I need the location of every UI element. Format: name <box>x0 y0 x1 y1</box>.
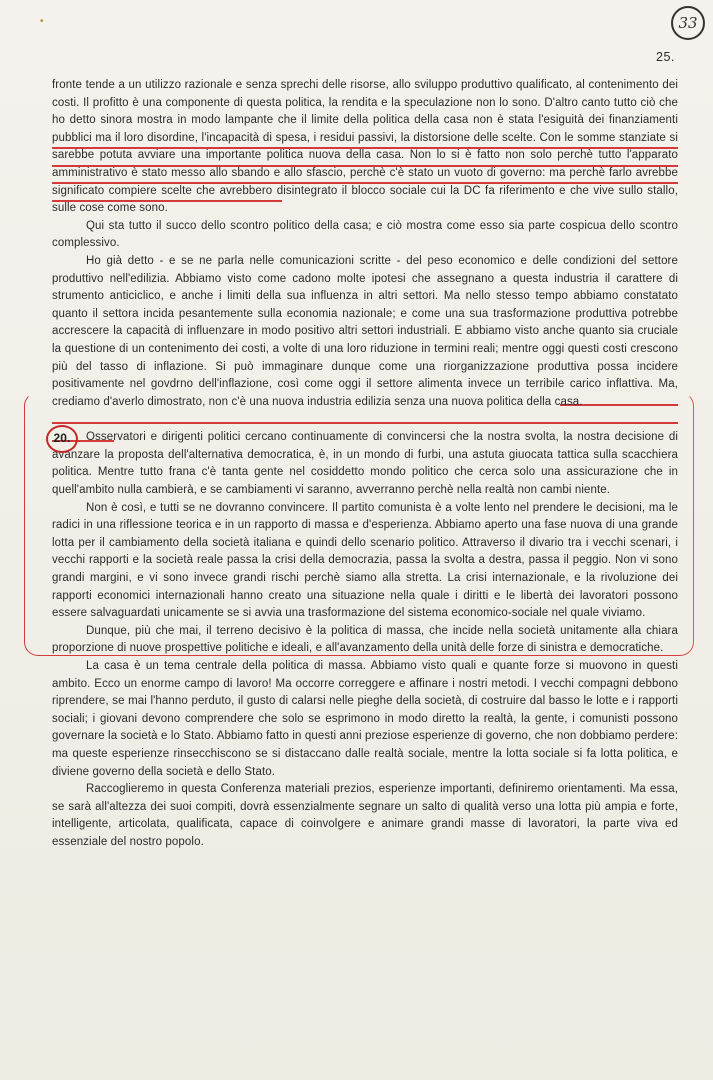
paragraph: Qui sta tutto il succo dello scontro politico della casa; e ciò mostra come esso sia parte cospicua dello scontro complessivo. <box>52 219 678 250</box>
paragraph: La casa è un tema centrale della politica di massa. Abbiamo visto quali e quante forze si muovono in questi ambito. Ecco un enorme campo di lavoro! Ma occorre correggere e affinare i nostri metodi. I vecchi compagni debbono riprendere, se mai l'hanno perduto, il gusto di calarsi nelle pieghe della società, di costruire dal basso le lotte e i rapporti sociali; i giovani devono comprendere che solo se esprimono in modo diretto la realtà, la gente, i comunisti possono governare la società e lo Stato. Abbiamo fatto in questi anni preziose esperienze di governo, che non dobbiamo perdere: ma queste esperienze rinsecchiscono se si distaccano dalle realtà sociale, mentre la lotta sociale si fa lotta politica, e diviene governo della società e dello Stato. <box>52 660 678 778</box>
handwritten-page-number: 33 <box>671 6 705 40</box>
section-number: 20. <box>46 425 78 453</box>
paragraph: Ho già detto - e se ne parla nelle comunicazioni scritte - del peso economico e delle condizioni del settore produttivo nell'edilizia. Abbiamo visto come cadono molte ipotesi che assegnano a questa industria il carattere di strumento anticiclico, e anche i limiti della sua influenza in altri settori. Ma nello stesso tempo abbiamo constatato quanto il settora incida pesantemente sulla economia nazionale; e come una sua trasformazione produttiva potrebbe accrescere la capacità di influenzare in modo positivo altri settori industriali. E abbiamo visto anche quanto sia cruciale la questione di un contenimento dei costi, a volte di una loro riduzione in termini reali; mentre oggi questi costi crescono più del tasso di inflazione. Si può immaginare dunque come una riorganizzazione produttiva possa incidere positivamente nel govdrno dell'inflazione, così come oggi il settore alimenta invece un terribile carico inflattiva. Ma, crediamo d'averlo dimostrato, non c'è una nuova industria edilizia senza una nuova politica della casa. <box>52 254 678 408</box>
section-20 <box>52 429 678 499</box>
paragraph: Dunque, più che mai, il terreno decisivo è la politica di massa, che incide nella società unitamente alla chiara proporzione di nuove prospettive politiche e ideali, e all'avanzamento della unità delle forze di sinistra e democratiche. <box>52 624 678 655</box>
paragraph: Raccoglieremo in questa Conferenza materiali prezios, esperienze importanti, definiremo orientamenti. Ma essa, se sarà all'altezza dei suoi compiti, dovrà essenzialmente segnare un salto di qualità verso una lotta più ampia e forte, intelligente, articolata, qualificata, capace di coinvolgere e animare grandi masse di lavoratori, la parte viva ed essenziale del nostro popolo. <box>52 783 678 848</box>
page-number: 25. <box>656 50 675 64</box>
paragraph: Osservatori e dirigenti politici cercano continuamente di convincersi che la nostra svolta, la nostra decisione di avanzare la proposta dell'alternativa democratica, è, in un mondo di furbi, una astuta giuocata tattica sulla scacchiera politica. Mentre tutto frana c'è tanta gente nel cosiddetto mondo politico che cerca solo una assicurazione che in quell'ambito nulla cambierà, e se cambiamenti vi saranno, avverranno perchè nella realtà non cambi niente. <box>52 431 678 497</box>
paragraph: fronte tende a un utilizzo razionale e senza sprechi delle risorse, allo sviluppo produttivo qualificato, al contenimento dei costi. Il profitto è una componente di questa politica, la rendita e la speculazione non lo sono. D'altro canto tutto ciò che ho detto sinora mostra in modo lampante che il limite della politica della casa non è stata l'esiguità dei finanziamenti pubblici ma il loro disordine, l'incapacità di spesa, i residui passivi, la distorsione delle scelte. Con le somme stanziate si sarebbe potuta avviare una importante politica nuova della casa. Non lo si è fatto non solo perchè tutto l'apparato amministrativo è stato messo allo sbando e allo sfascio, perchè c'è stato un vuoto di governo: ma perchè farlo avrebbe significato compiere scelte che avrebbero disintegrato il blocco sociale cui la DC fa riferimento e che vive sullo stallo, sulle cose come sono. <box>52 79 678 215</box>
body-text <box>52 77 678 852</box>
ink-mark: • <box>40 16 44 27</box>
paragraph: Non è così, e tutti se ne dovranno convincere. Il partito comunista è a volte lento nel prendere le decisioni, ma le radici in una riflessione teorica e in un rapporto di massa e d'esperienza. Abbiamo aperto una fase nuova di una grande lotta per il cambiamento della società italiana e quindi dello scenario politico. Attraverso il divario tra i vecchi scenari, i vecchi rapporti e la società reale passa la crisi della democrazia, passa la svolta a destra, passa il peggio. Non vi sono grandi margini, e vi sono invece grandi rischi perchè siamo alla stretta. La crisi internazionale, e la rivoluzione dei rapporti economici internazionali hanno creato una situazione nella quale i diritti e le libertà dei lavoratori possono essere salvaguardati unicamente se si avvia una trasformazione del sistema economico-sociale nel quale viviamo. <box>52 501 678 620</box>
